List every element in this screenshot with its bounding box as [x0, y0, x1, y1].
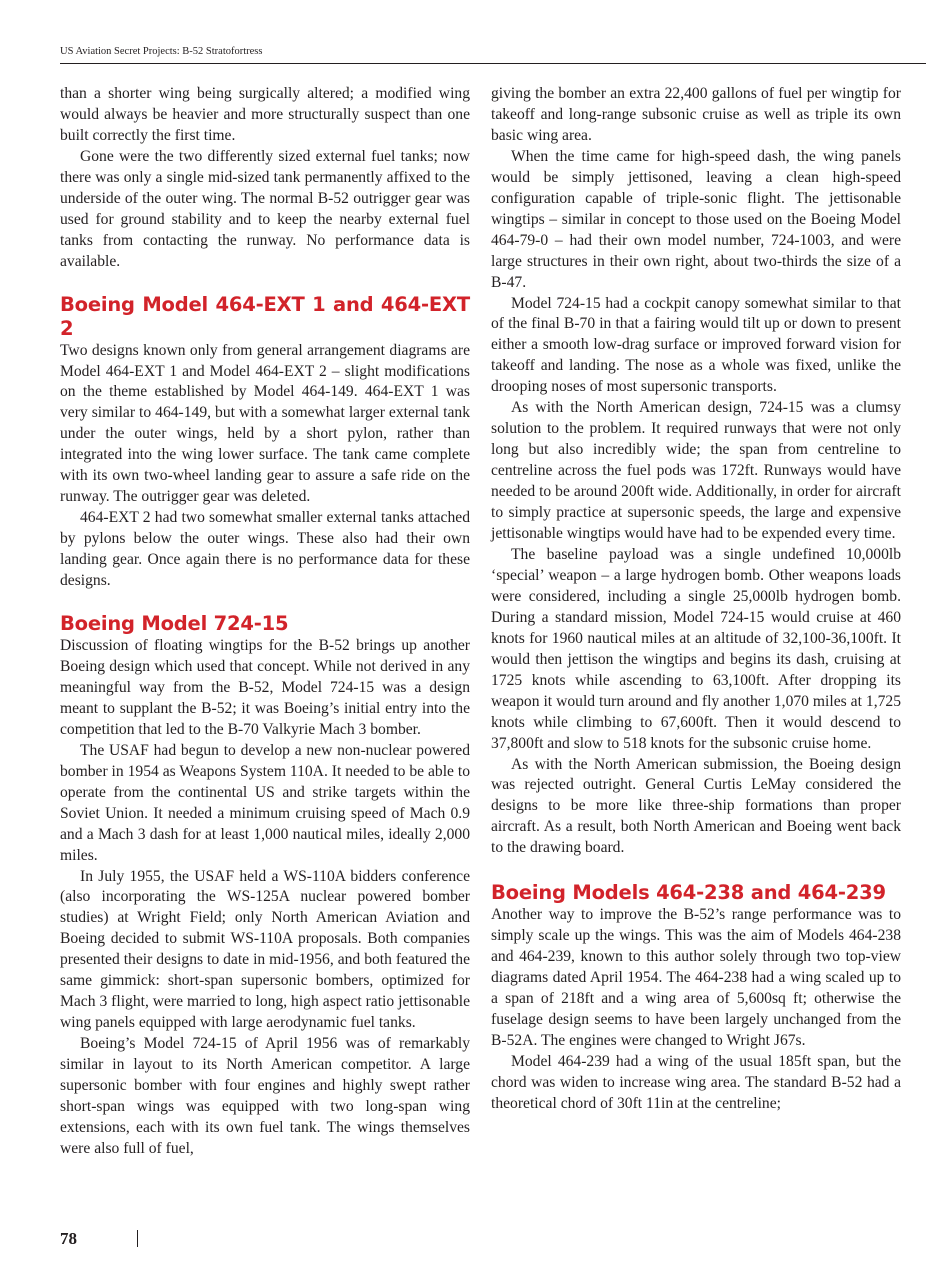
- paragraph: The USAF had begun to develop a new non-nuclear powered bomber in 1954 as Weapons System 110A. It needed to be able to operate from the continental US and strike targets within the Soviet Union. It needed a minimum cruising speed of Mach 0.9 and a Mach 3 dash for at least 1,000 nautical miles, ideally 2,000 miles.: [60, 741, 470, 864]
- paragraph: As with the North American submission, the Boeing design was rejected outright. General Curtis LeMay considered the designs to be more like three-ship formations than proper aircraft. As a result, both North American and Boeing went back to the drawing board.: [491, 755, 901, 857]
- section-heading: Boeing Model 464-EXT 1 and 464-EXT 2: [60, 292, 470, 340]
- paragraph: than a shorter wing being surgically altered; a modified wing would always be heavier and more structurally suspect than one built correctly the first time.: [60, 85, 470, 144]
- section-heading: Boeing Models 464-238 and 464-239: [491, 881, 886, 905]
- paragraph: Gone were the two differently sized external fuel tanks; now there was only a single mid-sized tank permanently affixed to the underside of the outer wing. The normal B-52 outrigger gear was used for ground stability and to keep the nearby external fuel tanks from contacting the runway. No performance data is available.: [60, 147, 470, 270]
- paragraph: 464-EXT 2 had two somewhat smaller external tanks attached by pylons below the outer wings. These also had their own landing gear. Once again there is no performance data for these designs.: [60, 509, 470, 590]
- paragraph: Two designs known only from general arrangement diagrams are Model 464-EXT 1 and Model 464-EXT 2 – slight modifications on the theme established by Model 464-149. 464-EXT 1 was very similar to 464-149, but with a somewhat larger external tank under the outer wings, held by a short pylon, rather than integrated into the wing lower surface. The tank came complete with its own two-wheel landing gear to assure a safe ride on the runway. The outrigger gear was deleted.: [60, 341, 470, 506]
- page-footer: [60, 1228, 180, 1252]
- paragraph: Model 464-239 had a wing of the usual 185ft span, but the chord was widen to increase wing area. The standard B-52 had a theoretical chord of 30ft 11in at the centreline;: [491, 1052, 901, 1112]
- paragraph: As with the North American design, 724-15 was a clumsy solution to the problem. It required runways that were not only long but also incredibly wide; the span from centreline to centreline across the fuel pods was 172ft. Runways would have needed to be around 200ft wide. Additionally, in order for aircraft to simply practice at supersonic speeds, the large and expensive jettisonable wingtips would have had to be expended every time.: [491, 399, 901, 543]
- paragraph: Discussion of floating wingtips for the B-52 brings up another Boeing design which used that concept. While not derived in any meaningful way from the B-52, Model 724-15 was a design meant to supplant the B-52; it was Boeing’s initial entry into the competition that led to the B-70 Valkyrie Mach 3 bomber.: [60, 637, 470, 738]
- paragraph: Boeing’s Model 724-15 of April 1956 was of remarkably similar in layout to its North American competitor. A large supersonic bomber with four engines and highly swept rather short-span wings was equipped with two long-span wing extensions, each with its own fuel tank. The wings themselves were also full of fuel,: [60, 1035, 470, 1157]
- running-header: [60, 45, 926, 64]
- paragraph: In July 1955, the USAF held a WS-110A bidders conference (also incorporating the WS-125A nuclear powered bomber studies) at Wright Field; only North American Aviation and Boeing decided to submit WS-110A proposals. Both companies presented their designs to date in mid-1956, and both featured the same gimmick: short-span supersonic bombers, optimized for Mach 3 flight, were married to long, high aspect ratio jettisonable wing panels equipped with large aerodynamic fuel tanks.: [60, 867, 470, 1032]
- folio-divider: [137, 1230, 138, 1247]
- page-number: 78: [60, 1229, 77, 1248]
- paragraph: When the time came for high-speed dash, the wing panels would be simply jettisoned, leaving a clean high-speed configuration capable of triple-sonic flight. The jettisonable wingtips – similar in concept to those used on the Boeing Model 464-79-0 – had their own model number, 724-1003, and were large structures in their own right, about two-thirds the size of a B-47.: [491, 147, 901, 291]
- paragraph: The baseline payload was a single undefined 10,000lb ‘special’ weapon – a large hydrogen bomb. Other weapons loads were considered, including a single 25,000lb hydrogen bomb. During a standard mission, Model 724-15 would cruise at 460 knots for 1960 nautical miles at an altitude of 32,100-36,100ft. It would then jettison the wingtips and begins its dash, cruising at 1725 knots while ascending to 63,100ft. After dropping its weapon it would turn around and fly another 1,070 miles at 1,725 knots while climbing to 67,600ft. Then it would descend to 37,800ft and slow to 518 knots for the subsonic cruise home.: [491, 545, 901, 752]
- paragraph: Another way to improve the B-52’s range performance was to simply scale up the wings. This was the aim of Models 464-238 and 464-239, known to this author solely through two top-view diagrams dated April 1954. The 464-238 had a wing scaled up to a span of 218ft and a wing area of 5,600sq ft; otherwise the fuselage design seems to have been largely unchanged from the B-52A. The engines were changed to Wright J67s.: [491, 906, 901, 1049]
- left-column: [60, 84, 470, 1160]
- right-column: [491, 84, 901, 1115]
- paragraph: giving the bomber an extra 22,400 gallons of fuel per wingtip for takeoff and long-range subsonic cruise as well as triple its own basic wing area.: [491, 85, 901, 144]
- paragraph: Model 724-15 had a cockpit canopy somewhat similar to that of the final B-70 in that a fairing would tilt up or down to present either a smooth low-drag surface or improved forward vision for takeoff and landing. The nose as a whole was fixed, unlike the drooping noses of most supersonic transports.: [491, 294, 901, 396]
- section-heading: Boeing Model 724-15: [60, 612, 289, 636]
- running-title: US Aviation Secret Projects: B-52 Stratofortress: [60, 46, 263, 57]
